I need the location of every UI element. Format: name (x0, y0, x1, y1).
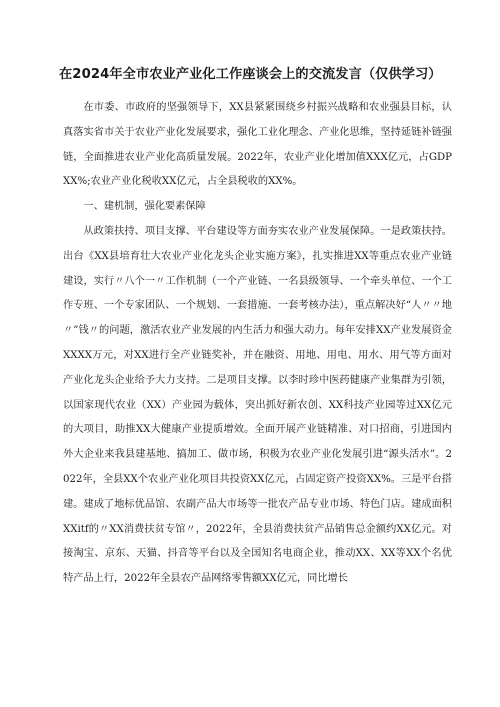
document-title: 在2024年全市农业产业化工作座谈会上的交流发言（仅供学习） (59, 67, 442, 82)
intro-paragraph: 在市委、市政府的坚强领导下，XX县紧紧围绕乡村振兴战略和农业强县目标，认真落实省市关于农业产业化发展要求，强化工业化理念、产业化思维，坚持延链补链强链，全面推进农业产业化高质量发展。2022年，农业产业化增加值XXX亿元，占GDPXX%;农业产业化税收XX亿元，占全县税收的XX%。 (63, 102, 452, 188)
section-heading: 一、建机制，强化要素保障 (83, 201, 206, 213)
section-body-paragraph: 从政策扶持、项目支撑、平台建设等方面夯实农业产业发展保障。一是政策扶持。出台《XX县培育壮大农业产业化龙头企业实施方案》，扎实推进XX等重点农业产业链建设，实行〃八个一〃工作机制（一个产业链、一名县级领导、一个牵头单位、一个工作专班、一个专家团队、一个规划、一套措施、一套考核办法），重点解决好“人〃〃地〃”钱〃的问题，激活农业产业发展的内生活力和强大动力。每年安排XX产业发展资金XXXX万元，对XX进行全产业链奖补，并在融资、用地、用电、用水、用气等方面对产业化龙头企业给予大力支持。二是项目支撑。以李时珍中医药健康产业集群为引领，以国家现代农业（XX）产业园为载体，突出抓好新农创、XX科技产业园等过XX亿元的大项目，助推XX大健康产业提质增效。全面开展产业链精准、对口招商，引进国内外大企业来我县建基地、搞加工、做市场，积极为农业产业化发展引进“源头活水”。2022年，全县XX个农业产业化项目共投资XX亿元，占固定资产投资XX%。三是平台搭建。建成了地标优品馆、农副产品大市场等一批农产品专业市场、特色门店。建成面积XXitf的〃XX消费扶贫专馆〃，2022年，全县消费扶贫产品销售总金额约XX亿元。对接淘宝、京东、天猫、抖音等平台以及全国知名电商企业，推动XX、XX等XX个名优特产品上行，2022年全县农产品网络零售额XX亿元，同比增长 (63, 225, 452, 585)
